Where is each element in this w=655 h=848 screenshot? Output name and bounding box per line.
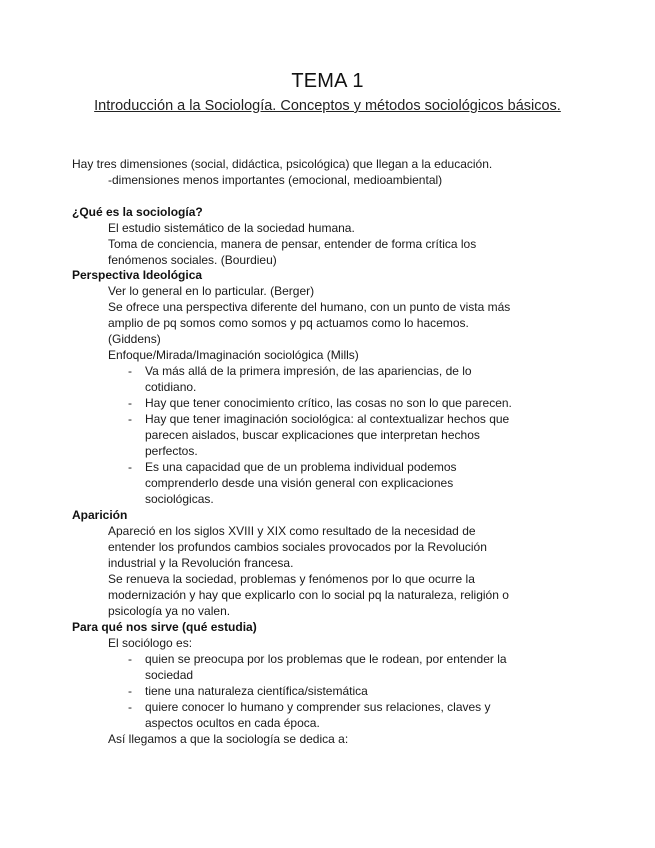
paragraph-line: fenómenos sociales. (Bourdieu) bbox=[108, 253, 277, 267]
bullet-text: quien se preocupa por los problemas que le rodean, por entender la bbox=[145, 652, 507, 666]
paragraph-line: El sociólogo es: bbox=[108, 636, 193, 650]
bullet-marker: - bbox=[128, 460, 132, 474]
bullet-text: Hay que tener imaginación sociológica: al contextualizar hechos que bbox=[145, 412, 510, 426]
bullet-text: sociedad bbox=[145, 668, 194, 682]
bullet-text: quiere conocer lo humano y comprender sus relaciones, claves y bbox=[145, 700, 491, 714]
paragraph-line: industrial y la Revolución francesa. bbox=[108, 556, 294, 570]
bullet-marker: - bbox=[128, 684, 132, 698]
bullet-text: cotidiano. bbox=[145, 380, 197, 394]
paragraph-line: modernización y hay que explicarlo con lo social pq la naturaleza, religión o bbox=[108, 588, 509, 602]
section-heading-que-es: ¿Qué es la sociología? bbox=[72, 205, 203, 219]
paragraph-line: Ver lo general en lo particular. (Berger) bbox=[108, 284, 315, 298]
paragraph-line: (Giddens) bbox=[108, 332, 161, 346]
paragraph-line: entender los profundos cambios sociales provocados por la Revolución bbox=[108, 540, 487, 554]
paragraph-line: Toma de conciencia, manera de pensar, entender de forma crítica los bbox=[108, 237, 477, 251]
bullet-text: tiene una naturaleza científica/sistemática bbox=[145, 684, 368, 698]
bullet-text: Es una capacidad que de un problema individual podemos bbox=[145, 460, 457, 474]
page-subtitle: Introducción a la Sociología. Conceptos y métodos sociológicos básicos. bbox=[94, 98, 561, 114]
bullet-marker: - bbox=[128, 412, 132, 426]
section-heading-para-que: Para qué nos sirve (qué estudia) bbox=[72, 620, 257, 634]
paragraph-line: El estudio sistemático de la sociedad humana. bbox=[108, 221, 355, 235]
bullet-text: parecen aislados, buscar explicaciones que interpretan hechos bbox=[145, 428, 480, 442]
intro-subline: -dimensiones menos importantes (emocional, medioambiental) bbox=[108, 173, 443, 187]
bullet-text: aspectos ocultos en cada época. bbox=[145, 716, 320, 730]
bullet-marker: - bbox=[128, 652, 132, 666]
bullet-marker: - bbox=[128, 396, 132, 410]
paragraph-line: Se ofrece una perspectiva diferente del humano, con un punto de vista más bbox=[108, 300, 511, 314]
paragraph-line: psicología ya no valen. bbox=[108, 604, 231, 618]
paragraph-line: Apareció en los siglos XVIII y XIX como resultado de la necesidad de bbox=[108, 524, 476, 538]
bullet-text: Va más allá de la primera impresión, de las apariencias, de lo bbox=[145, 364, 472, 378]
bullet-marker: - bbox=[128, 700, 132, 714]
paragraph-line: Se renueva la sociedad, problemas y fenómenos por lo que ocurre la bbox=[108, 572, 475, 586]
bullet-text: Hay que tener conocimiento crítico, las cosas no son lo que parecen. bbox=[145, 396, 512, 410]
page-title: TEMA 1 bbox=[291, 70, 364, 92]
section-heading-perspectiva: Perspectiva Ideológica bbox=[72, 268, 203, 282]
bullet-text: perfectos. bbox=[145, 444, 198, 458]
bullet-marker: - bbox=[128, 364, 132, 378]
paragraph-line: amplio de pq somos como somos y pq actuamos como lo hacemos. bbox=[108, 316, 469, 330]
paragraph-line: Enfoque/Mirada/Imaginación sociológica (Mills) bbox=[108, 348, 359, 362]
section-heading-aparicion: Aparición bbox=[72, 508, 128, 522]
bullet-text: comprenderlo desde una visión general con explicaciones bbox=[145, 476, 454, 490]
bullet-text: sociológicas. bbox=[145, 492, 214, 506]
intro-line: Hay tres dimensiones (social, didáctica, psicológica) que llegan a la educación. bbox=[72, 157, 493, 171]
paragraph-line: Así llegamos a que la sociología se dedica a: bbox=[108, 732, 349, 746]
